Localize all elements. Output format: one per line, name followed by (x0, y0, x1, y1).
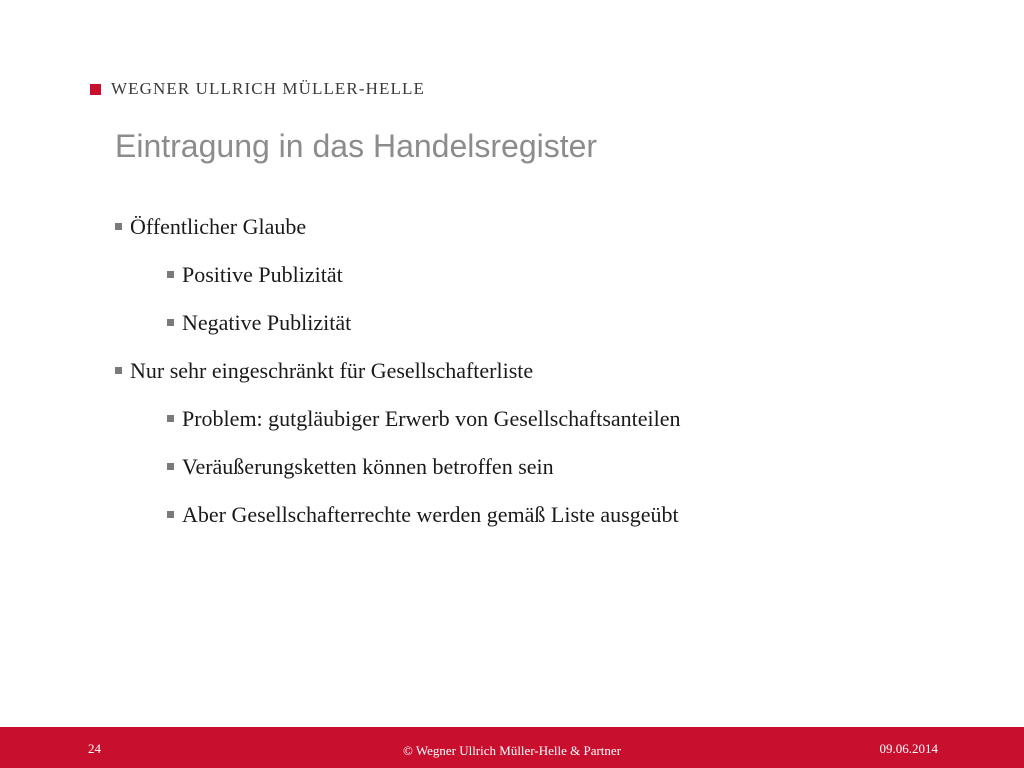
bullet-text: Öffentlicher Glaube (130, 214, 307, 239)
brand-name: WEGNER ULLRICH MÜLLER-HELLE (111, 79, 425, 98)
sub-bullet-item (115, 502, 681, 550)
bullet-text: Positive Publizität (182, 262, 343, 287)
bullet-item (115, 358, 681, 406)
sub-bullet-item (115, 454, 681, 502)
sub-bullet-item (115, 406, 681, 454)
square-bullet-icon (167, 271, 174, 278)
brand-header (90, 79, 425, 99)
square-bullet-icon (167, 511, 174, 518)
bullet-text: Nur sehr eingeschränkt für Gesellschafterliste (130, 358, 534, 383)
slide-title: Eintragung in das Handelsregister (115, 128, 598, 164)
bullet-list (115, 214, 681, 550)
sub-bullet-item (115, 310, 681, 358)
square-bullet-icon (167, 319, 174, 326)
square-bullet-icon (167, 415, 174, 422)
bullet-item (115, 214, 681, 262)
brand-logo-square (90, 84, 101, 95)
bullet-text: Negative Publizität (182, 310, 352, 335)
square-bullet-icon (115, 367, 122, 374)
bullet-text: Veräußerungsketten können betroffen sein (182, 454, 554, 479)
page-number: 24 (88, 741, 101, 756)
bullet-text: Aber Gesellschafterrechte werden gemäß Liste ausgeübt (182, 502, 679, 527)
square-bullet-icon (115, 223, 122, 230)
footer-bar (0, 727, 1024, 768)
footer-date: 09.06.2014 (879, 741, 938, 756)
square-bullet-icon (167, 463, 174, 470)
sub-bullet-item (115, 262, 681, 310)
bullet-text: Problem: gutgläubiger Erwerb von Gesellschaftsanteilen (182, 406, 681, 431)
copyright-notice: © Wegner Ullrich Müller-Helle & Partner (402, 743, 622, 758)
